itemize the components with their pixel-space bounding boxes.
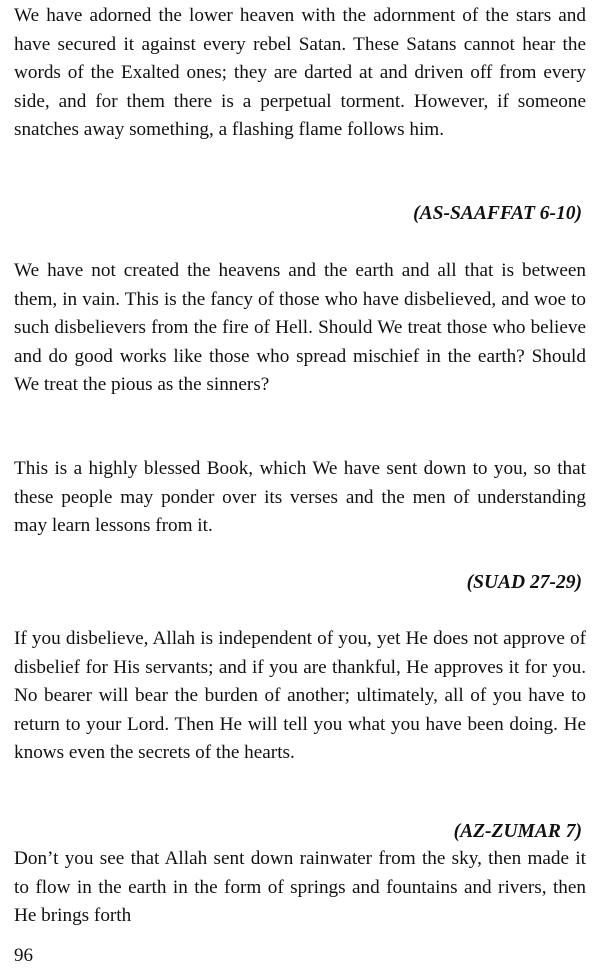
citation-az-zumar: (AZ-ZUMAR 7) <box>453 821 582 842</box>
paragraph-stars-adornment: We have adorned the lower heaven with the adornment of the stars and have secured it against every rebel Satan. These Satans cannot hear the words of the Exalted ones; they are darted at and driven off from every side, and for them there is a perpetual torment. However, if someone snatches away something, a flashing flame follows him. <box>14 5 586 140</box>
paragraph-rainwater: Don’t you see that Allah sent down rainwater from the sky, then made it to flow in the earth in the form of springs and fountains and rivers, then He brings forth <box>14 848 586 926</box>
paragraph-heavens-not-in-vain: We have not created the heavens and the earth and all that is between them, in vain. This is the fancy of those who have disbelieved, and woe to such disbelievers from the fire of Hell. Should We treat those who believe and do good works like those who spread mischief in the earth? Should We treat the pious as the sinners? <box>14 260 586 395</box>
paragraph-blessed-book: This is a highly blessed Book, which We have sent down to you, so that these people may ponder over its verses and the men of understanding may learn lessons from it. <box>14 458 586 536</box>
page-number: 96 <box>14 945 33 966</box>
citation-as-saaffat: (AS-SAAFFAT 6-10) <box>413 203 582 224</box>
paragraph-disbelief: If you disbelieve, Allah is independent of you, yet He does not approve of disbelief for His servants; and if you are thankful, He approves it for you. No bearer will bear the burden of another; ultimately, all of you have to return to your Lord. Then He will tell you what you have been doing. He knows even the secrets of the hearts. <box>14 628 586 763</box>
citation-suad: (SUAD 27-29) <box>466 572 582 593</box>
